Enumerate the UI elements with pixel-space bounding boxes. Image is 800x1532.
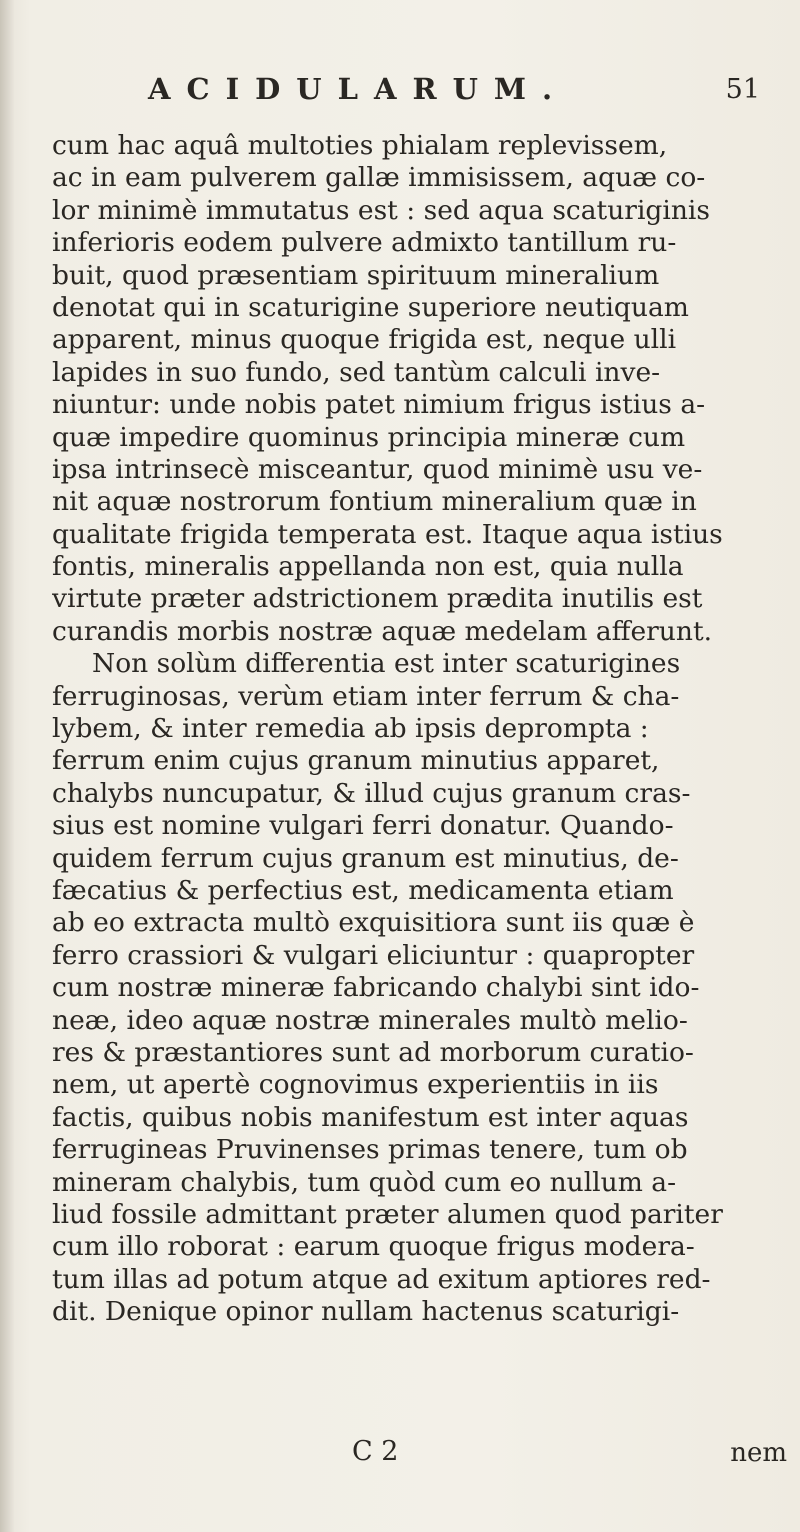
text-line: chalybs nuncupatur, & illud cujus granum cras- [52,777,691,809]
text-line: quæ impedire quominus principia mineræ cum [52,421,686,453]
text-line: fontis, mineralis appellanda non est, quia nulla [52,551,684,583]
text-line: dit. Denique opinor nullam hactenus scaturigi- [52,1296,680,1328]
text-line: res & præstantiores sunt ad morborum curatio- [52,1036,694,1068]
text-line: mineram chalybis, tum quòd cum eo nullum a- [52,1166,677,1198]
text-line: cum nostræ mineræ fabricando chalybi sint ido- [52,972,700,1004]
running-title: ACIDULARUM. [148,72,569,106]
text-line: ac in eam pulverem gallæ immisissem, aquæ co- [52,162,706,194]
text-line: tum illas ad potum atque ad exitum aptiores red- [52,1263,711,1295]
page-header [148,72,760,112]
text-line: Non solùm differentia est inter scaturigines [92,648,681,680]
text-line: niuntur: unde nobis patet nimium frigus istius a- [52,389,706,421]
page-number: 51 [725,74,760,105]
text-line: cum illo roborat : earum quoque frigus modera- [52,1231,695,1263]
body-text [52,130,787,1328]
page-footer [52,1436,787,1476]
text-line: ferro crassiori & vulgari eliciuntur : quapropter [52,939,695,971]
text-line: ferrum enim cujus granum minutius apparet, [52,745,660,777]
text-line: qualitate frigida temperata est. Itaque aqua istius [52,518,723,550]
page-gutter [0,0,14,1532]
text-line: liud fossile admittant præter alumen quod pariter [52,1198,723,1230]
text-line: factis, quibus nobis manifestum est inter aquas [52,1101,689,1133]
text-line: ab eo extracta multò exquisitiora sunt iis quæ è [52,907,695,939]
text-line: curandis morbis nostræ aquæ medelam afferunt. [52,615,713,647]
text-line: nit aquæ nostrorum fontium mineralium quæ in [52,486,697,518]
text-line: buit, quod præsentiam spirituum mineralium [52,259,660,291]
text-line: ferruginosas, verùm etiam inter ferrum & cha- [52,680,680,712]
text-line: lor minimè immutatus est : sed aqua scaturiginis [52,194,710,226]
text-line: cum hac aquâ multoties phialam replevissem, [52,130,668,161]
signature-mark: C 2 [352,1436,399,1467]
text-line: ferrugineas Pruvinenses primas tenere, tum ob [52,1134,688,1166]
text-line: ipsa intrinsecè misceantur, quod minimè usu ve- [52,453,703,485]
text-line: fæcatius & perfectius est, medicamenta etiam [52,874,674,906]
text-line: sius est nomine vulgari ferri donatur. Quando- [52,810,674,842]
text-line: quidem ferrum cujus granum est minutius, de- [52,842,679,874]
text-line: virtute præter adstrictionem prædita inutilis est [52,583,703,615]
text-line: apparent, minus quoque frigida est, neque ulli [52,324,677,356]
catchword: nem [730,1438,787,1468]
text-line: inferioris eodem pulvere admixto tantillum ru- [52,227,677,259]
text-line: lybem, & inter remedia ab ipsis deprompta : [52,713,649,745]
text-line: denotat qui in scaturigine superiore neutiquam [52,291,689,323]
text-line: nem, ut apertè cognovimus experientiis in iis [52,1069,659,1101]
text-line: lapides in suo fundo, sed tantùm calculi inve- [52,356,661,388]
text-line: neæ, ideo aquæ nostræ minerales multò melio- [52,1004,688,1036]
